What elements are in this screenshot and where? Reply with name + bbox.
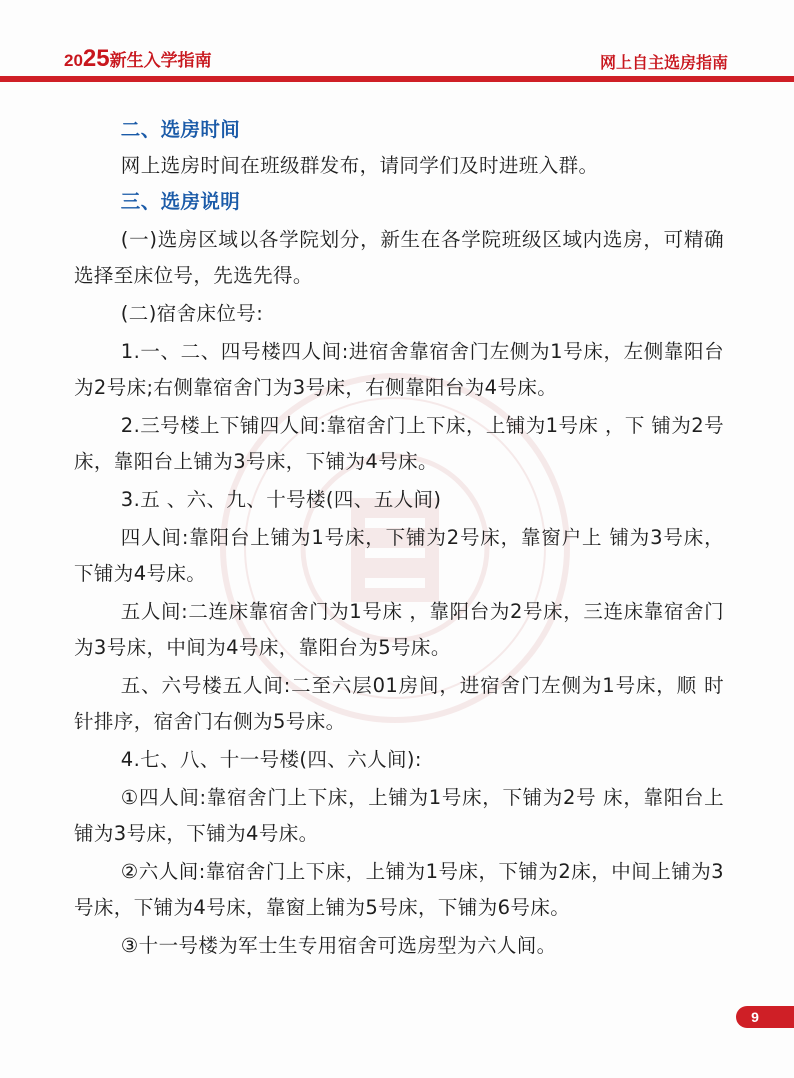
header-right-title: 网上自主选房指南 (599, 53, 728, 72)
paragraph-five-person-room: 五人间:二连床靠宿舍门为1号床 ，靠阳台为2号床，三连床靠宿舍门为3号床，中间为4号床，靠阳台为5号床。 (74, 600, 724, 659)
section-heading-instructions: 三、选房说明 (120, 190, 241, 213)
paragraph-buildings-7-8-11: 4.七、八、十一号楼(四、六人间): (120, 748, 422, 771)
paragraph-bed-number-title: (二)宿舍床位号: (120, 302, 264, 325)
header-year-prefix: 20 (64, 51, 83, 70)
paragraph-building-11-note: ③十一号楼为军士生专用宿舍可选房型为六人间。 (120, 934, 557, 957)
page-header (0, 0, 794, 84)
paragraph-four-person-bunk: ①四人间:靠宿舍门上下床，上铺为1号床，下铺为2号 床，靠阳台上铺为3号床，下铺为4号床。 (74, 786, 724, 845)
paragraph-building-3: 2.三号楼上下铺四人间:靠宿舍门上下床，上铺为1号床 ，下 铺为2号床，靠阳台上铺为3号床，下铺为4号床。 (74, 414, 724, 473)
header-guide-name: 新生入学指南 (109, 51, 212, 70)
paragraph-buildings-5-6-note: 五、六号楼五人间:二至六层01房间，进宿舍门左侧为1号床，顺 时针排序，宿舍门右侧为5号床。 (74, 674, 724, 733)
guide-body (74, 112, 724, 964)
paragraph-buildings-5-6-9-10: 3.五 、六、九、十号楼(四、五人间) (120, 488, 442, 511)
paragraph-six-person-bunk: ②六人间:靠宿舍门上下床，上铺为1号床，下铺为2床，中间上铺为3号床，下铺为4号床，靠窗上铺为5号床，下铺为6号床。 (74, 860, 724, 919)
page-number: 9 (751, 1009, 759, 1025)
header-divider (0, 76, 794, 82)
paragraph-selection-time: 网上选房时间在班级群发布，请同学们及时进班入群。 (120, 154, 599, 177)
header-year-suffix: 25 (82, 45, 110, 72)
paragraph-four-person-room: 四人间:靠阳台上铺为1号床，下铺为2号床，靠窗户上 铺为3号床，下铺为4号床。 (74, 526, 724, 585)
section-heading-time: 二、选房时间 (120, 118, 241, 141)
paragraph-selection-region: (一)选房区域以各学院划分，新生在各学院班级区域内选房，可精确选择至床位号，先选先得。 (74, 228, 724, 287)
header-left-title (64, 46, 212, 74)
page-number-tab (736, 1006, 794, 1028)
paragraph-buildings-1-2-4: 1.一、二、四号楼四人间:进宿舍靠宿舍门左侧为1号床，左侧靠阳台为2号床;右侧靠宿舍门为3号床，右侧靠阳台为4号床。 (74, 340, 724, 399)
